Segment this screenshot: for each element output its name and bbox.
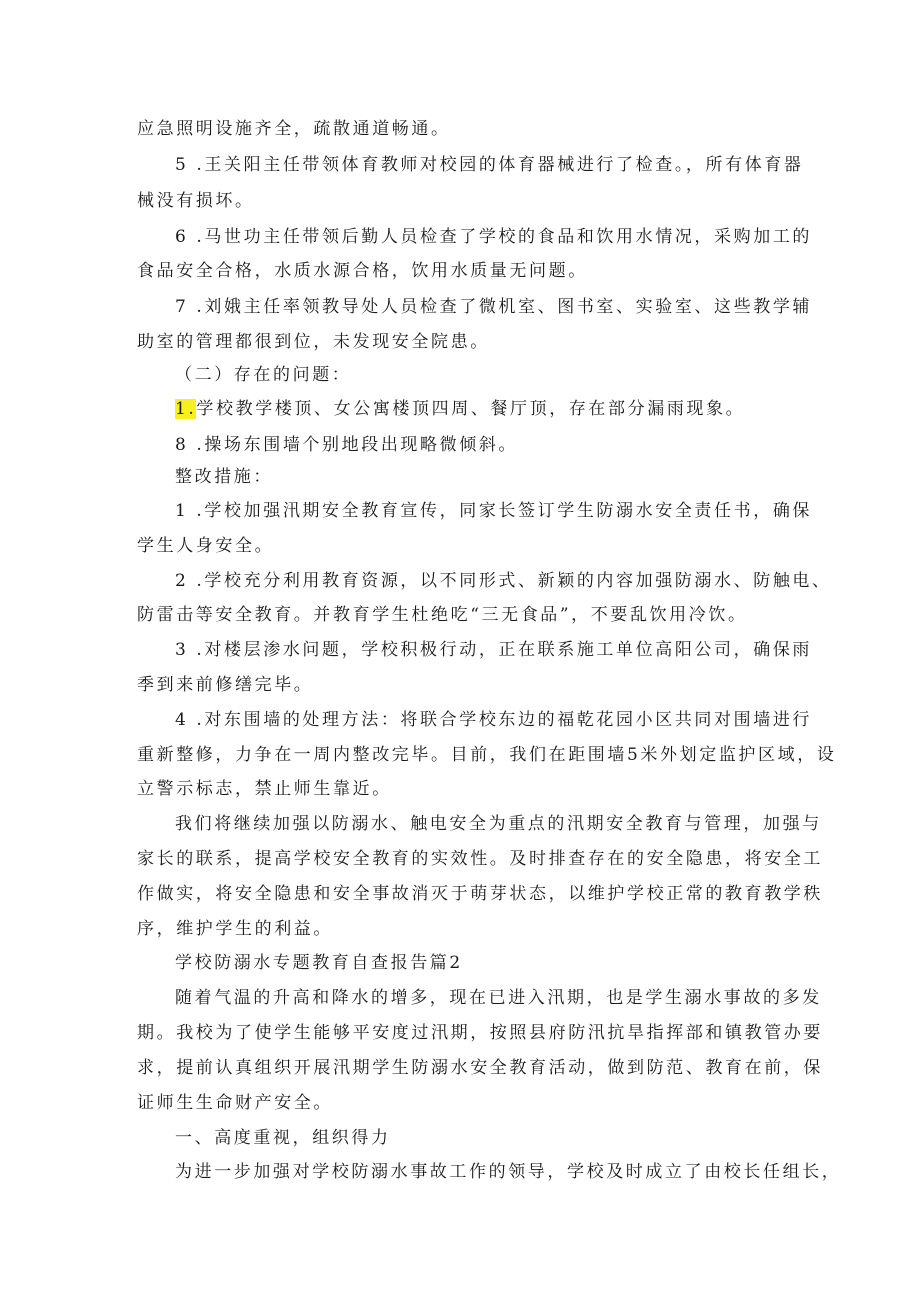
highlighted-marker: 1. <box>175 399 197 419</box>
text-line-highlighted <box>175 398 745 420</box>
text-line: 为进一步加强对学校防溺水事故工作的领导，学校及时成立了由校长任组长， <box>175 1162 842 1182</box>
text-line: 序，维护学生的利益。 <box>137 919 333 939</box>
text-line: 防雷击等安全教育。并教育学生杜绝吃“三无食品”，不要乱饮用冷饮。 <box>137 605 748 625</box>
text-line: 随着气温的升高和降水的增多，现在已进入汛期，也是学生溺水事故的多发 <box>175 988 822 1008</box>
highlighted-line-text: 学校教学楼顶、女公寓楼顶四周、餐厅顶，存在部分漏雨现象。 <box>196 399 746 419</box>
text-line: 械没有损坏。 <box>137 191 255 211</box>
text-line: 作做实，将安全隐患和安全事故消灭于萌芽状态，以维护学校正常的教育教学秩 <box>137 884 823 904</box>
text-line: 食品安全合格，水质水源合格，饮用水质量无问题。 <box>137 261 588 281</box>
text-line: 3 .对楼层渗水问题，学校积极行动，正在联系施工单位高阳公司，确保雨 <box>175 640 813 660</box>
section-heading: 一、高度重视，组织得力 <box>175 1128 391 1148</box>
text-line: 2 .学校充分利用教育资源，以不同形式、新颖的内容加强防溺水、防触电、 <box>175 571 832 591</box>
text-line: 证师生生命财产安全。 <box>137 1093 333 1113</box>
text-line: 6 .马世功主任带领后勤人员检查了学校的食品和饮用水情况，采购加工的 <box>175 227 813 247</box>
text-line: 助室的管理都很到位，未发现安全院患。 <box>137 332 490 352</box>
text-line: 7 .刘娥主任率领教导处人员检查了微机室、图书室、实验室、这些教学辅 <box>175 297 813 317</box>
text-line: 1 .学校加强汛期安全教育宣传，同家长签订学生防溺水安全责任书，确保 <box>175 501 813 521</box>
text-line: 8 .操场东围墙个别地段出现略微倾斜。 <box>175 435 519 455</box>
text-line: 家长的联系，提高学校安全教育的实效性。及时排查存在的安全隐患，将安全工 <box>137 849 823 869</box>
section-heading: 整改措施： <box>175 467 273 487</box>
text-line: 重新整修，力争在一周内整改完毕。目前，我们在距围墙5米外划定监护区域，设 <box>137 745 837 765</box>
text-line: 期。我校为了使学生能够平安度过汛期，按照县府防汛抗旱指挥部和镇教管办要 <box>137 1023 823 1043</box>
text-line: 求，提前认真组织开展汛期学生防溺水安全教育活动，做到防范、教育在前，保 <box>137 1058 823 1078</box>
text-line: 应急照明设施齐全，疏散通道畅通。 <box>137 119 451 139</box>
text-line: 5 .王关阳主任带领体育教师对校园的体育器械进行了检查。，所有体育器 <box>175 155 804 175</box>
text-line: 学生人身安全。 <box>137 536 275 556</box>
section-title: 学校防溺水专题教育自查报告篇2 <box>175 953 463 973</box>
section-heading: （二）存在的问题： <box>175 365 352 385</box>
text-line: 4 .对东围墙的处理方法：将联合学校东边的福乾花园小区共同对围墙进行 <box>175 710 813 730</box>
text-line: 我们将继续加强以防溺水、触电安全为重点的汛期安全教育与管理，加强与 <box>175 814 822 834</box>
text-line: 立警示标志，禁止师生靠近。 <box>137 779 392 799</box>
text-line: 季到来前修缮完毕。 <box>137 675 314 695</box>
